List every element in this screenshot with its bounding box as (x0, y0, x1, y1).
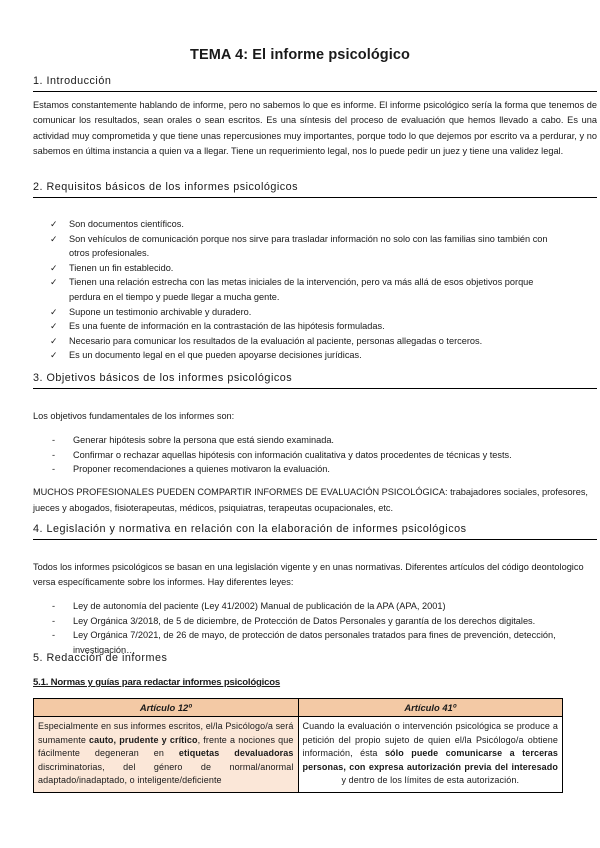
dash-bullet: - (52, 630, 56, 641)
section-1-paragraph: Estamos constantemente hablando de informe, pero no sabemos lo que es informe. El informe psicológico sería la forma que tenemos de comunicar los resultados, sean orales o sean escritos. Es una síntesis del proceso de evaluación que hemos llevado a cabo. Es una actividad muy comprometida y que tiene unas repercusiones muy importantes, porque todo lo que dejemos por escrito va a perdurar, y no sabemos en última instancia a quien va a llegar. Tiene un requerimiento legal, nos lo puede pedir un juez y tiene una validez legal. (33, 100, 597, 156)
subsection-5-1-heading: 5.1. Normas y guías para redactar informes psicológicos (33, 677, 281, 688)
check-icon: ✓ (50, 350, 58, 361)
section-3-heading: 3. Objetivos básicos de los informes psicológicos (33, 372, 597, 389)
list-item: - Confirmar o rechazar aquellas hipótesis con información cualitativa y datos procedentes de técnicas y tests. (52, 448, 557, 462)
check-icon: ✓ (50, 335, 58, 346)
bold-phrase: sólo puede comunicarse a terceras personas, con expresa autorización previa del interesado (302, 748, 558, 772)
section-2-heading: 2. Requisitos básicos de los informes psicológicos (33, 181, 597, 198)
section-4-intro: Todos los informes psicológicos se basan en una legislación vigente y en unas normativas. Diferentes artículos del código deontologico versa específicamente sobre los informes. Hay diferentes leyes: (33, 562, 584, 588)
check-icon: ✓ (50, 262, 58, 273)
laws-list (52, 599, 557, 657)
check-icon: ✓ (50, 233, 58, 244)
dash-bullet: - (52, 449, 56, 460)
articles-table (33, 698, 563, 793)
dash-bullet: - (52, 435, 56, 445)
list-item: ✓ Tienen un fin establecido. (50, 261, 560, 276)
check-icon: ✓ (50, 219, 58, 229)
requirements-list (50, 217, 560, 363)
list-item: - Ley Orgánica 7/2021, de 26 de mayo, de protección de datos personales tratados para fines de prevención, detección, investigación… (52, 630, 556, 655)
article-12-cell: Especialmente en sus informes escritos, el/la Psicólogo/a será sumamente cauto, prudente y crítico, frente a nociones que fácilmente degeneran en etiquetas devaluadoras discriminatorias, del género de normal/anormal adaptado/inadaptado, o inteligente/deficiente (34, 717, 299, 793)
objectives-list (52, 433, 557, 477)
list-item: ✓ Necesario para comunicar los resultados de la evaluación al paciente, personas allegadas o terceros. (50, 334, 560, 349)
section-3-intro: Los objetivos fundamentales de los informes son: (33, 411, 235, 421)
list-item: ✓ Supone un testimonio archivable y duradero. (50, 305, 560, 320)
article-12-header: Artículo 12º (34, 699, 299, 717)
list-item: ✓ Es un documento legal en el que pueden apoyarse decisiones jurídicas. (50, 348, 560, 363)
dash-bullet: - (52, 601, 56, 611)
dash-bullet: - (52, 464, 56, 475)
document-title: TEMA 4: El informe psicológico (190, 47, 410, 63)
list-item: - Ley de autonomía del paciente (Ley 41/2002) Manual de publicación de la APA (APA, 2001) (52, 599, 557, 613)
section-4-heading: 4. Legislación y normativa en relación con la elaboración de informes psicológicos (33, 523, 597, 540)
bold-phrase: cauto, prudente y crítico (89, 734, 198, 745)
article-41-header: Artículo 41º (298, 699, 563, 717)
list-item: - Ley Orgánica 3/2018, de 5 de diciembre, de Protección de Datos Personales y garantía de los derechos digitales. (52, 614, 557, 628)
check-icon: ✓ (50, 277, 58, 288)
check-icon: ✓ (50, 306, 58, 317)
list-item: ✓ Son documentos científicos. (50, 217, 560, 232)
check-icon: ✓ (50, 321, 58, 332)
list-item: - Proponer recomendaciones a quienes motivaron la evaluación. (52, 462, 557, 476)
section-5-heading: 5. Redacción de informes (33, 652, 168, 664)
section-3-note: MUCHOS PROFESIONALES PUEDEN COMPARTIR INFORMES DE EVALUACIÓN PSICOLÓGICA: trabajadores sociales, profesores, jueces y abogados, fisioterapeutas, médicos, psiquiatras, terapeutas ocupacionales, etc. (33, 487, 588, 513)
dash-bullet: - (52, 615, 56, 626)
list-item: ✓ Es una fuente de información en la contrastación de las hipótesis formuladas. (50, 319, 560, 334)
bold-phrase: etiquetas devaluadoras (178, 748, 294, 759)
article-41-cell: Cuando la evaluación o intervención psicológica se produce a petición del propio sujeto de quien el/la Psicólogo/a obtiene información, ésta sólo puede comunicarse a terceras personas, con expresa autorización previa del interesado y dentro de los límites de esta autorización. (298, 717, 563, 793)
list-item: ✓ Son vehículos de comunicación porque nos sirve para trasladar información no solo con las familias sino también con otros profesionales. (50, 233, 548, 259)
section-1-heading: 1. Introducción (33, 75, 597, 92)
list-item: ✓ Tienen una relación estrecha con las metas iniciales de la intervención, pero va más allá de esos objetivos porque perdura en el tiempo y puede llegar a mucha gente. (50, 277, 534, 302)
list-item: - Generar hipótesis sobre la persona que está siendo examinada. (52, 433, 557, 447)
